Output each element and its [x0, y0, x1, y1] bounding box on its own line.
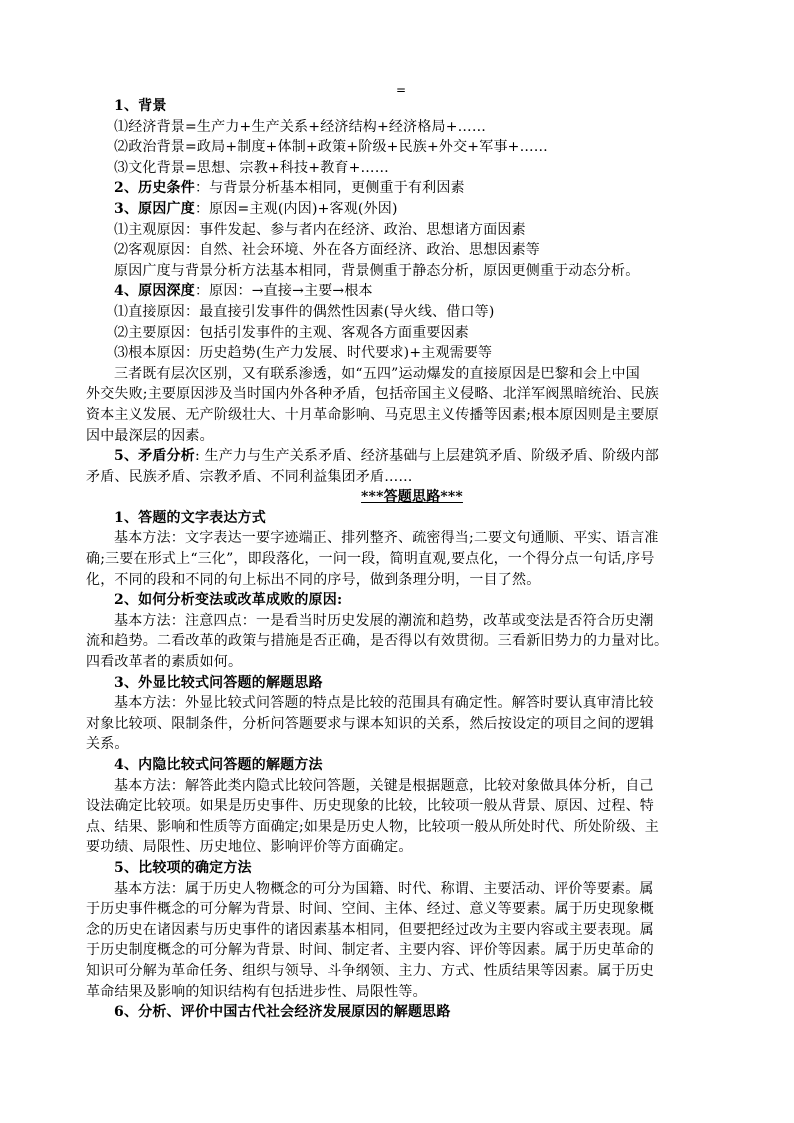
paragraph: ⑵政治背景=政局+制度+体制+政策+阶级+民族+外交+军事+…… — [114, 139, 548, 156]
answer-heading: 5、比较项的确定方法 — [114, 859, 252, 876]
answer-section-4 — [86, 755, 718, 858]
paragraph-line: 设法确定比较项。如果是历史事件、历史现象的比较，比较项一般从背景、原因、过程、特 — [86, 798, 654, 815]
paragraph-line: 于历史制度概念的可分解为背景、时间、制定者、主要内容、评价等因素。属于历史革命的 — [86, 942, 654, 959]
header-mark: = — [396, 83, 407, 97]
paragraph: ⑴主观原因：事件发起、参与者内在经济、政治、思想诸方面因素 — [114, 221, 526, 238]
paragraph-line: 矛盾、民族矛盾、宗教矛盾、不同利益集团矛盾…… — [86, 468, 413, 485]
answer-section-2 — [86, 590, 718, 672]
paragraph-line: 四看改革者的素质如何。 — [86, 654, 243, 671]
answer-section-6 — [86, 1002, 718, 1023]
heading-label: 3、原因广度 — [114, 200, 195, 217]
answer-heading: 6、分析、评价中国古代社会经济发展原因的解题思路 — [114, 1004, 451, 1021]
paragraph-line: 点、结果、影响和性质等方面确定;如果是历史人物，比较项一般从所处时代、所处阶级、主 — [86, 818, 659, 835]
answer-section-5 — [86, 858, 718, 1002]
paragraph-line: 因中最深层的因素。 — [86, 427, 214, 444]
paragraph-line: 于历史事件概念的可分解为背景、时间、空间、主体、经过、意义等要素。属于历史现象概 — [86, 901, 654, 918]
paragraph: ⑴经济背景=生产力+生产关系+经济结构+经济格局+…… — [114, 118, 487, 135]
paragraph-line: 基本方法：属于历史人物概念的可分为国籍、时代、称谓、主要活动、评价等要素。属 — [114, 880, 654, 897]
answer-section-1 — [86, 508, 718, 590]
paragraph: ⑴直接原因：最直接引发事件的偶然性因素(导火线、借口等) — [114, 303, 495, 320]
heading-label: 4、原因深度 — [114, 283, 195, 300]
paragraph-line: 流和趋势。二看改革的政策与措施是否正确，是否得以有效贯彻。三看新旧势力的力量对比。 — [86, 633, 669, 650]
heading-history-conditions — [86, 178, 718, 199]
paragraph: 原因广度与背景分析方法基本相同，背景侧重于静态分析，原因更侧重于动态分析。 — [114, 262, 640, 279]
paragraph-line: 革命结果及影响的知识结构有包括进步性、局限性等。 — [86, 983, 427, 1000]
answer-section-3 — [86, 673, 718, 755]
paragraph-line: 三者既有层次区别，又有联系渗透，如“五四”运动爆发的直接原因是巴黎和会上中国 — [114, 365, 640, 382]
section-title: ***答题思路*** — [361, 489, 463, 506]
heading-text: ：原因=主观(内因)+客观(外因) — [194, 200, 398, 217]
answer-heading: 4、内隐比较式问答题的解题方法 — [114, 757, 323, 773]
heading-text: ：原因：→直接→主要→根本 — [194, 283, 373, 300]
heading-contradiction — [86, 446, 718, 467]
paragraph-line: 基本方法：注意四点：一是看当时历史发展的潮流和趋势，改革或变法是否符合历史潮 — [114, 612, 654, 629]
document-body — [86, 96, 718, 1023]
heading-cause-depth — [86, 281, 718, 302]
heading-label: 2、历史条件 — [114, 180, 195, 197]
paragraph-line: 确;三要在形式上“三化”，即段落化，一问一段，简明直观,要点化，一个得分点一句话,序号 — [86, 551, 655, 568]
paragraph-line: 对象比较项、限制条件，分析问答题要求与课本知识的关系，然后按设定的项目之间的逻辑 — [86, 715, 654, 732]
answer-heading: 1、答题的文字表达方式 — [114, 509, 266, 526]
paragraph-line: 关系。 — [86, 736, 129, 753]
heading-background: 1、背景 — [114, 98, 167, 114]
heading-text: ：与背景分析基本相同，更侧重于有利因素 — [194, 180, 465, 197]
paragraph-line: 念的历史在诸因素与历史事件的诸因素基本相同，但要把经过改为主要内容或主要表现。属 — [86, 921, 654, 938]
paragraph-line: 基本方法：外显比较式问答题的特点是比较的范围具有确定性。解答时要认真审清比较 — [114, 695, 654, 712]
paragraph-line: 化，不同的段和不同的句上标出不同的序号，做到条理分明，一目了然。 — [86, 571, 541, 588]
paragraph: ⑶文化背景=思想、宗教+科技+教育+…… — [114, 159, 389, 176]
paragraph-line: 要功绩、局限性、历史地位、影响评价等方面确定。 — [86, 839, 413, 856]
paragraph-line: 资本主义发展、无产阶级壮大、十月革命影响、马克思主义传播等因素;根本原因则是主要原 — [86, 406, 659, 423]
paragraph-line: 知识可分解为革命任务、组织与领导、斗争纲领、主力、方式、性质结果等因素。属于历史 — [86, 962, 654, 979]
answer-heading: 3、外显比较式问答题的解题思路 — [114, 674, 323, 691]
answer-heading: 2、如何分析变法或改革成败的原因: — [114, 592, 343, 609]
heading-cause-breadth — [86, 199, 718, 220]
heading-label: 5、矛盾分析 — [114, 448, 195, 465]
paragraph-line: 基本方法：解答此类内隐式比较问答题，关键是根据题意，比较对象做具体分析，自己 — [114, 777, 654, 794]
paragraph: ⑵客观原因：自然、社会环境、外在各方面经济、政治、思想因素等 — [114, 242, 540, 259]
heading-text: : 生产力与生产关系矛盾、经济基础与上层建筑矛盾、阶级矛盾、阶级内部 — [194, 448, 659, 465]
paragraph-line: 基本方法：文字表达一要字迹端正、排列整齐、疏密得当;二要文句通顺、平实、语言准 — [114, 530, 659, 547]
paragraph: ⑵主要原因：包括引发事件的主观、客观各方面重要因素 — [114, 324, 469, 341]
paragraph: ⑶根本原因：历史趋势(生产力发展、时代要求)+主观需要等 — [114, 345, 493, 362]
paragraph-line: 外交失败;主要原因涉及当时国内外各种矛盾，包括帝国主义侵略、北洋军阀黑暗统治、民族 — [86, 386, 659, 403]
